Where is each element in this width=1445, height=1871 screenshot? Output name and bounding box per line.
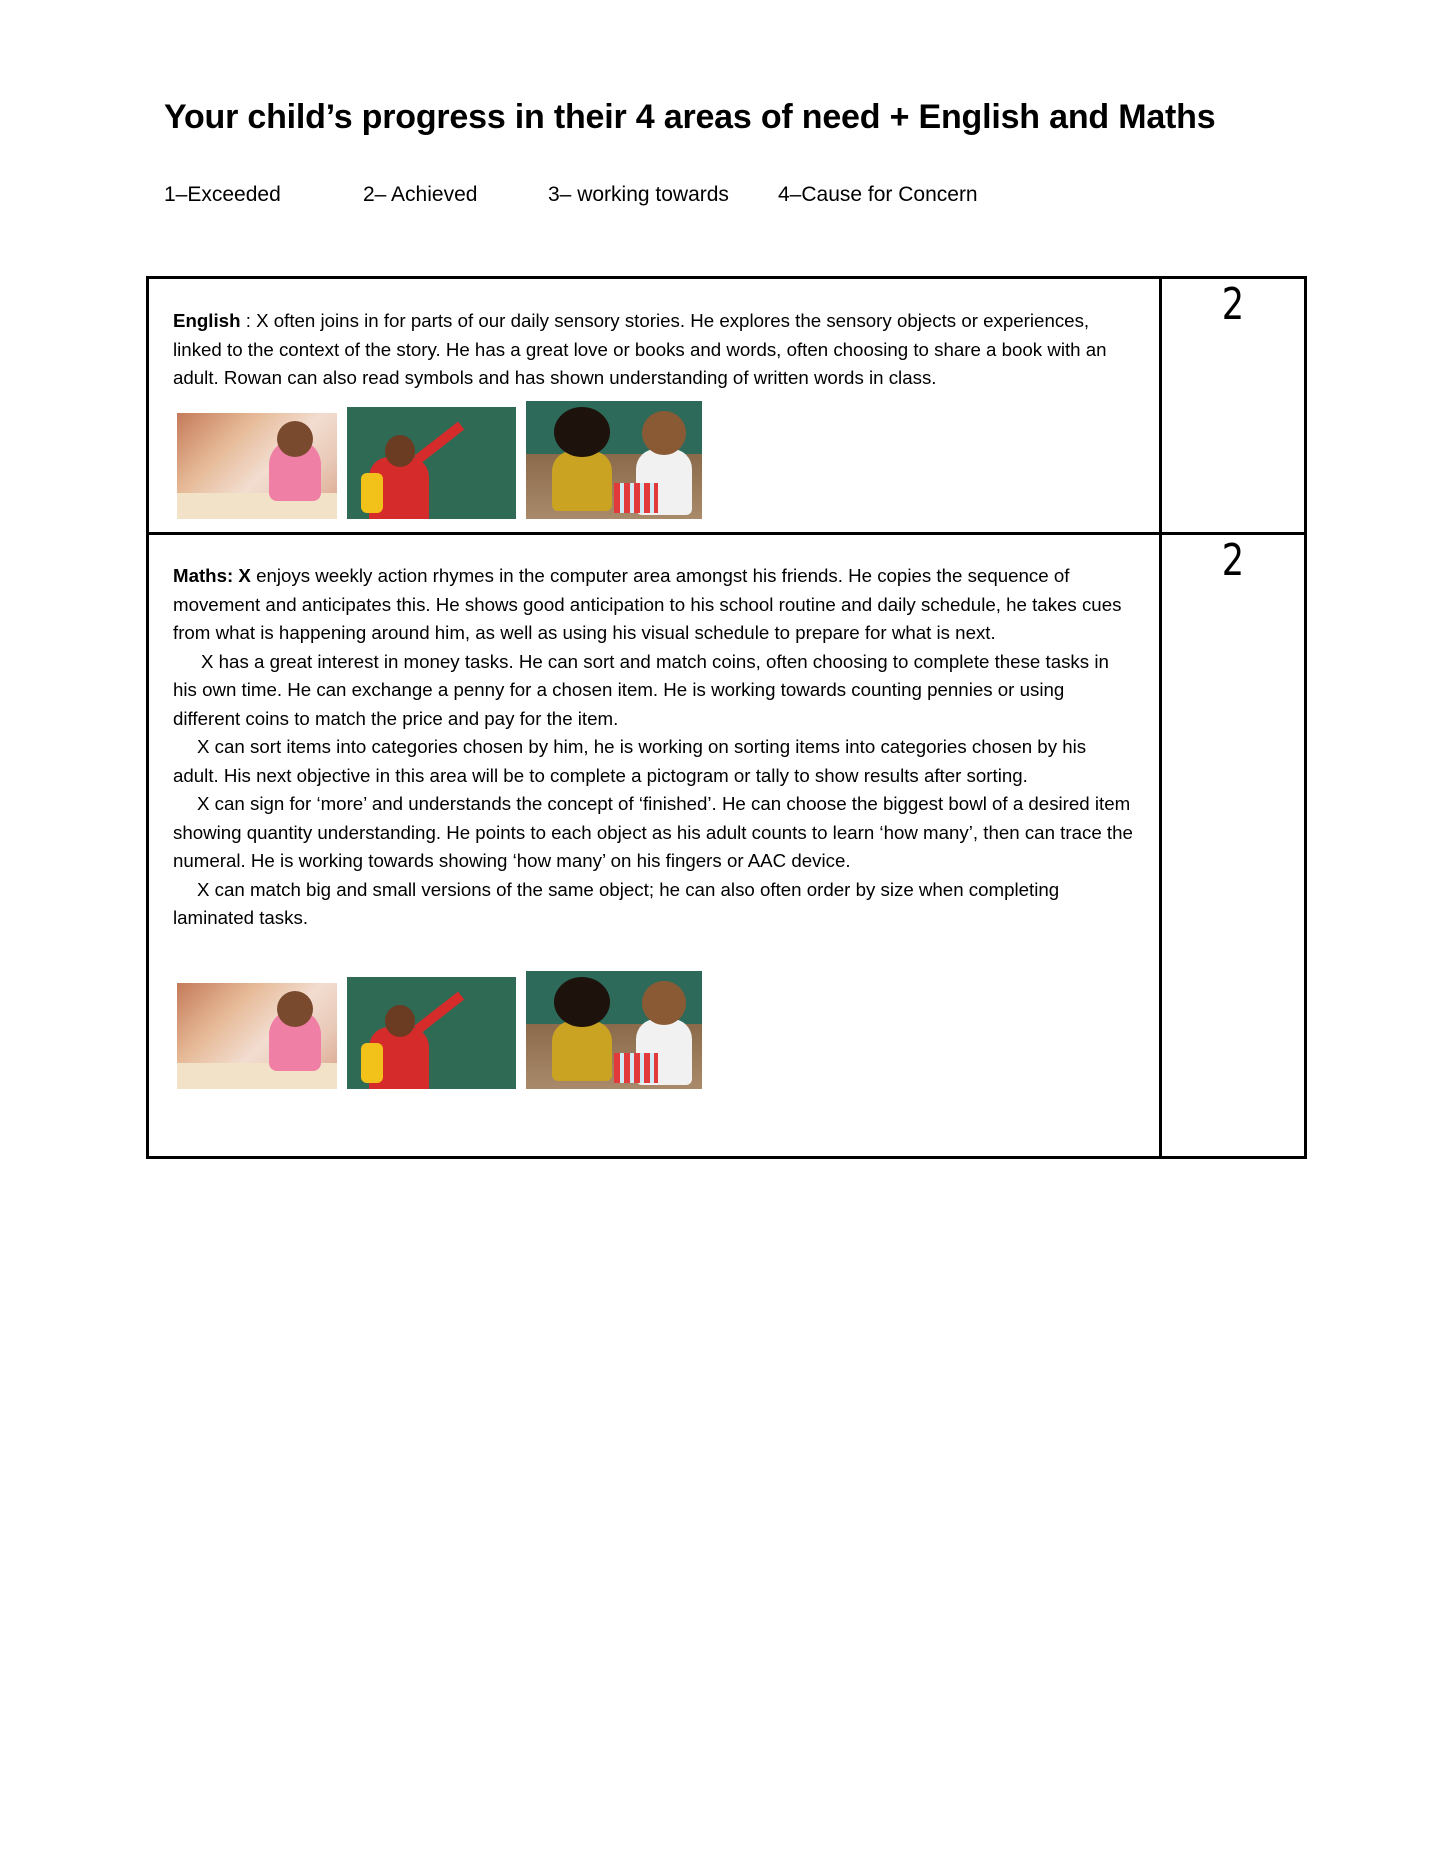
maths-cell [148, 534, 1161, 1158]
english-cell [148, 278, 1161, 534]
maths-grade: 2 [1221, 535, 1245, 586]
legend-achieved: 2– Achieved [363, 183, 478, 206]
maths-photos [177, 971, 1135, 1089]
progress-table [146, 276, 1307, 1159]
handwashing-photo [177, 413, 337, 519]
maths-row [148, 534, 1306, 1158]
english-photos [177, 401, 1135, 519]
maths-paragraph-2: X has a great interest in money tasks. He can sort and match coins, often choosing to complete these tasks in his own time. He can exchange a penny for a chosen item. He is working towards counting pennies or using different coins to match the price and pay for the item. [173, 650, 1109, 729]
chalkboard-photo [347, 407, 516, 519]
science-photo [526, 401, 702, 519]
page-title: Your child’s progress in their 4 areas of need + English and Maths [164, 98, 1216, 136]
science-photo [526, 971, 702, 1089]
maths-paragraph-1: Maths: X enjoys weekly action rhymes in the computer area amongst his friends. He copies the sequence of movement and anticipates this. He shows good anticipation to his school routine and daily schedule, he takes cues from what is happening around him, as well as using his visual schedule to prepare for what is next. [173, 565, 1122, 643]
maths-label: Maths: X [173, 565, 251, 586]
maths-paragraph-5: X can match big and small versions of the same object; he can also often order by size when completing laminated tasks. [173, 878, 1060, 928]
english-grade: 2 [1221, 279, 1245, 330]
english-grade-cell [1161, 278, 1306, 534]
maths-grade-cell [1161, 534, 1306, 1158]
english-row [148, 278, 1306, 534]
chalkboard-photo [347, 977, 516, 1089]
english-label: English [173, 310, 241, 331]
english-text: : X often joins in for parts of our daily sensory stories. He explores the sensory objects or experiences, linked to the context of the story. He has a great love or books and words, often choosing to share a book with an adult. Rowan can also read symbols and has shown understanding of written words in class. [173, 310, 1107, 388]
english-paragraph [173, 307, 1135, 393]
handwashing-photo [177, 983, 337, 1089]
legend-working-towards: 3– working towards [548, 183, 729, 206]
maths-paragraph-3: X can sort items into categories chosen by him, he is working on sorting items into categories chosen by his adult. His next objective in this area will be to complete a pictogram or tally to show results after sorting. [173, 736, 1087, 786]
maths-paragraph-4: X can sign for ‘more’ and understands the concept of ‘finished’. He can choose the biggest bowl of a desired item showing quantity understanding. He points to each object as his adult counts to learn ‘how many’, then can trace the numeral. He is working towards showing ‘how many’ on his fingers or AAC device. [173, 793, 1133, 871]
legend-cause-for-concern: 4–Cause for Concern [778, 183, 978, 206]
legend-exceeded: 1–Exceeded [164, 183, 281, 206]
